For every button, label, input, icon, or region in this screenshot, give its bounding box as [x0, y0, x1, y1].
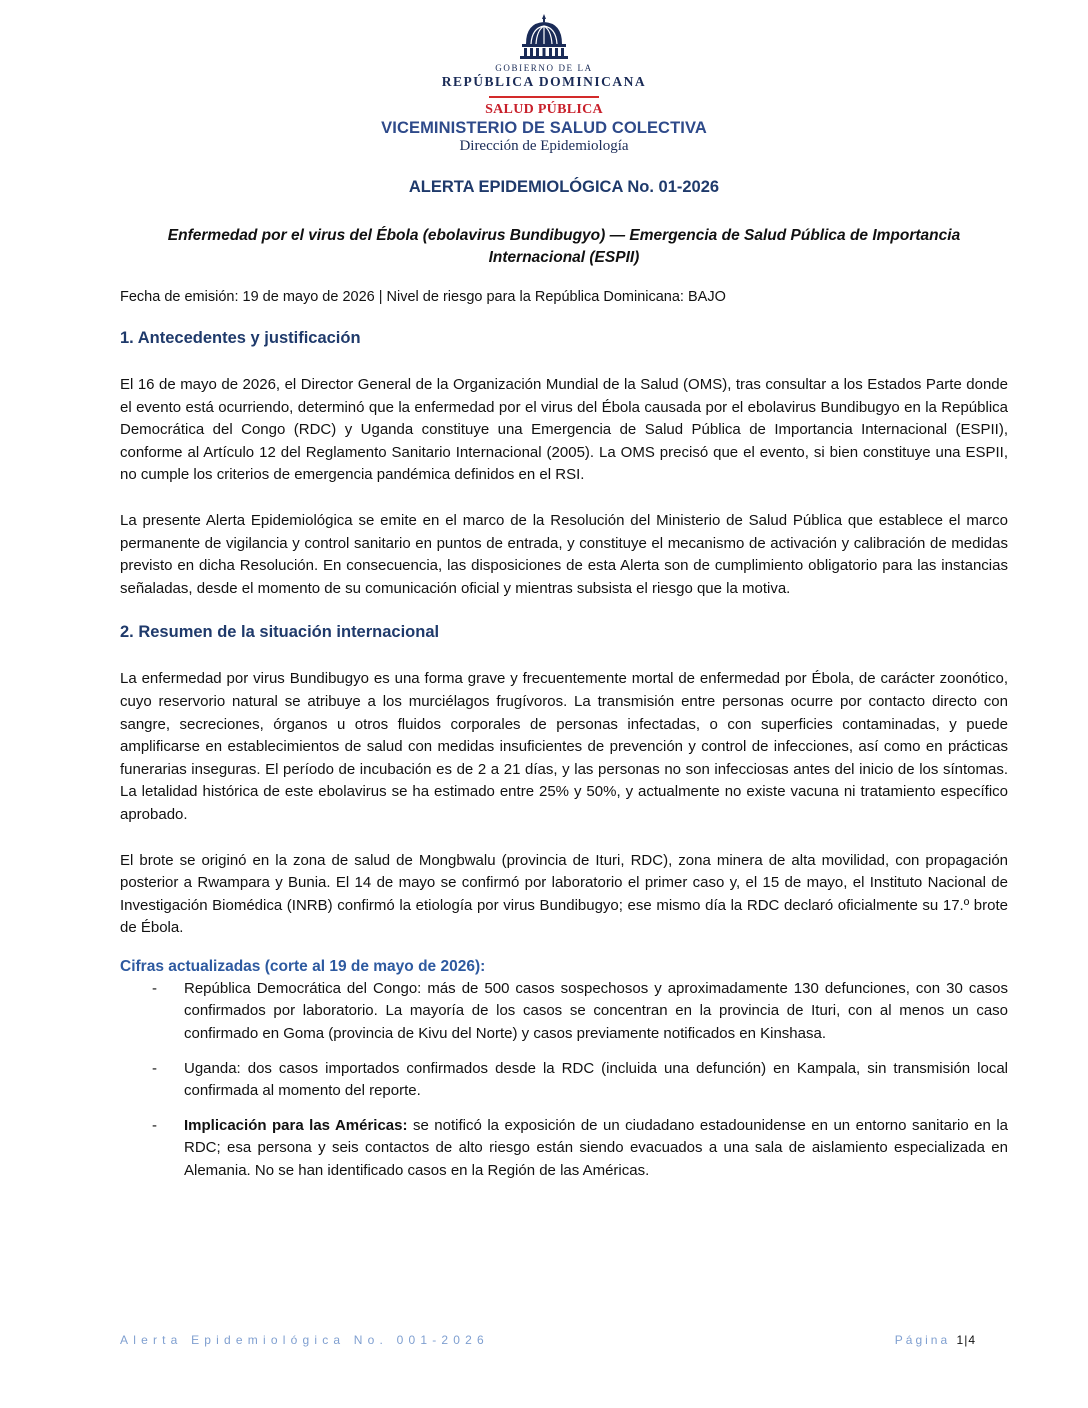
list-item-text: República Democrática del Congo: más de 500 casos sospechosos y aproximadamente 130 defunciones, con 30 casos confirmados por laboratorio. La mayoría de los casos se concentran en la provincia de Ituri, con al menos un caso confirmado en Goma (provincia de Kivu del Norte) y casos previamente notificados en Kinshasa.	[184, 979, 1008, 1043]
alert-title: ALERTA EPIDEMIOLÓGICA No. 01-2026	[408, 178, 720, 196]
page-total: 4	[968, 1333, 976, 1347]
direccion-label: Dirección de Epidemiología	[459, 138, 629, 154]
list-item	[120, 978, 1008, 1046]
footer-document-id: Alerta Epidemiológica No. 001-2026	[120, 1333, 489, 1347]
header-divider	[489, 96, 599, 98]
viceministerio-label: VICEMINISTERIO DE SALUD COLECTIVA	[381, 119, 707, 137]
salud-publica-label: SALUD PÚBLICA	[485, 102, 603, 117]
government-dome-emblem	[516, 14, 572, 60]
section-1-paragraph-1: El 16 de mayo de 2026, el Director General de la Organización Mundial de la Salud (OMS), tras consultar a los Estados Parte donde el evento está ocurriendo, determinó que la enfermedad por el virus del Ébola causada por el ebolavirus Bundibugyo en la República Democrática del Congo (RDC) y Uganda constituye una Emergencia de Salud Pública de Importancia Internacional (ESPII), conforme al Artículo 12 del Reglamento Sanitario Internacional (2005). La OMS precisó que el evento, si bien constituye una ESPII, no cumple los criterios de emergencia pandémica definidos en el RSI.	[120, 376, 1008, 484]
institution-logo	[0, 14, 1088, 155]
issue-date-risk: Fecha de emisión: 19 de mayo de 2026 | Nivel de riesgo para la República Dominicana: BAJO	[120, 289, 726, 305]
page-current: 1	[956, 1333, 965, 1347]
list-item	[120, 1058, 1008, 1103]
gov-line-2: REPÚBLICA DOMINICANA	[441, 74, 647, 89]
page-label: Página	[894, 1333, 951, 1347]
dash-bullet: -	[152, 1059, 157, 1077]
cifras-heading: Cifras actualizadas (corte al 19 de mayo de 2026):	[120, 957, 486, 975]
dash-bullet: -	[152, 1116, 157, 1134]
gov-line-1: GOBIERNO DE LA	[495, 63, 593, 73]
section-2-paragraph-2: El brote se originó en la zona de salud de Mongbwalu (provincia de Ituri, RDC), zona minera de alta movilidad, con propagación posterior a Rwampara y Bunia. El 14 de mayo se confirmó por laboratorio el primer caso y, el 15 de mayo, el Instituto Nacional de Investigación Biomédica (INRB) confirmó la etiología por virus Bundibugyo; ese mismo día la RDC declaró oficialmente su 17.º brote de Ébola.	[120, 851, 1008, 937]
footer-page-number	[895, 1333, 976, 1347]
alert-subtitle: Enfermedad por el virus del Ébola (ebolavirus Bundibugyo) — Emergencia de Salud Pública de Importancia Internacional (ESPII)	[167, 227, 961, 266]
dash-bullet: -	[152, 979, 157, 997]
cifras-list	[120, 978, 1008, 1183]
list-item-lead: Implicación para las Américas:	[184, 1116, 408, 1134]
list-item	[120, 1115, 1008, 1183]
page-separator: |	[964, 1333, 969, 1347]
list-item-text: Uganda: dos casos importados confirmados desde la RDC (incluida una defunción) en Kampala, sin transmisión local confirmada al momento del reporte.	[184, 1059, 1008, 1100]
list-item-text: se notificó la exposición de un ciudadano estadounidense en un entorno sanitario en la RDC; esa persona y seis contactos de alto riesgo están siendo evacuados a una sala de aislamiento especializada en Alemania. No se han identificado casos en la Región de las Américas.	[184, 1116, 1008, 1180]
section-1-heading: 1. Antecedentes y justificación	[120, 329, 361, 347]
section-1-paragraph-2: La presente Alerta Epidemiológica se emite en el marco de la Resolución del Ministerio de Salud Pública que establece el marco permanente de vigilancia y control sanitario en puntos de entrada, y constituye el mecanismo de activación y calibración de medidas previsto en dicha Resolución. En consecuencia, las disposiciones de esta Alerta son de cumplimiento obligatorio para las instancias señaladas, desde el momento de su comunicación oficial y mientras subsista el riesgo que la motiva.	[120, 511, 1008, 597]
section-2-heading: 2. Resumen de la situación internacional	[120, 623, 440, 642]
section-2-paragraph-1: La enfermedad por virus Bundibugyo es una forma grave y frecuentemente mortal de enfermedad por Ébola, de carácter zoonótico, cuyo reservorio natural se atribuye a los murciélagos frugívoros. La transmisión entre personas ocurre por contacto directo con sangre, secreciones, órganos u otros fluidos corporales de personas infectadas, o con superficies contaminadas, y puede amplificarse en establecimientos de salud con medidas insuficientes de prevención y control de infecciones, así como en prácticas funerarias inseguras. El período de incubación es de 2 a 21 días, y las personas no son infecciosas antes del inicio de los síntomas. La letalidad histórica de este ebolavirus se ha estimado entre 25% y 50%, y actualmente no existe vacuna ni tratamiento específico aprobado.	[120, 670, 1008, 823]
document-body	[120, 178, 1008, 1195]
